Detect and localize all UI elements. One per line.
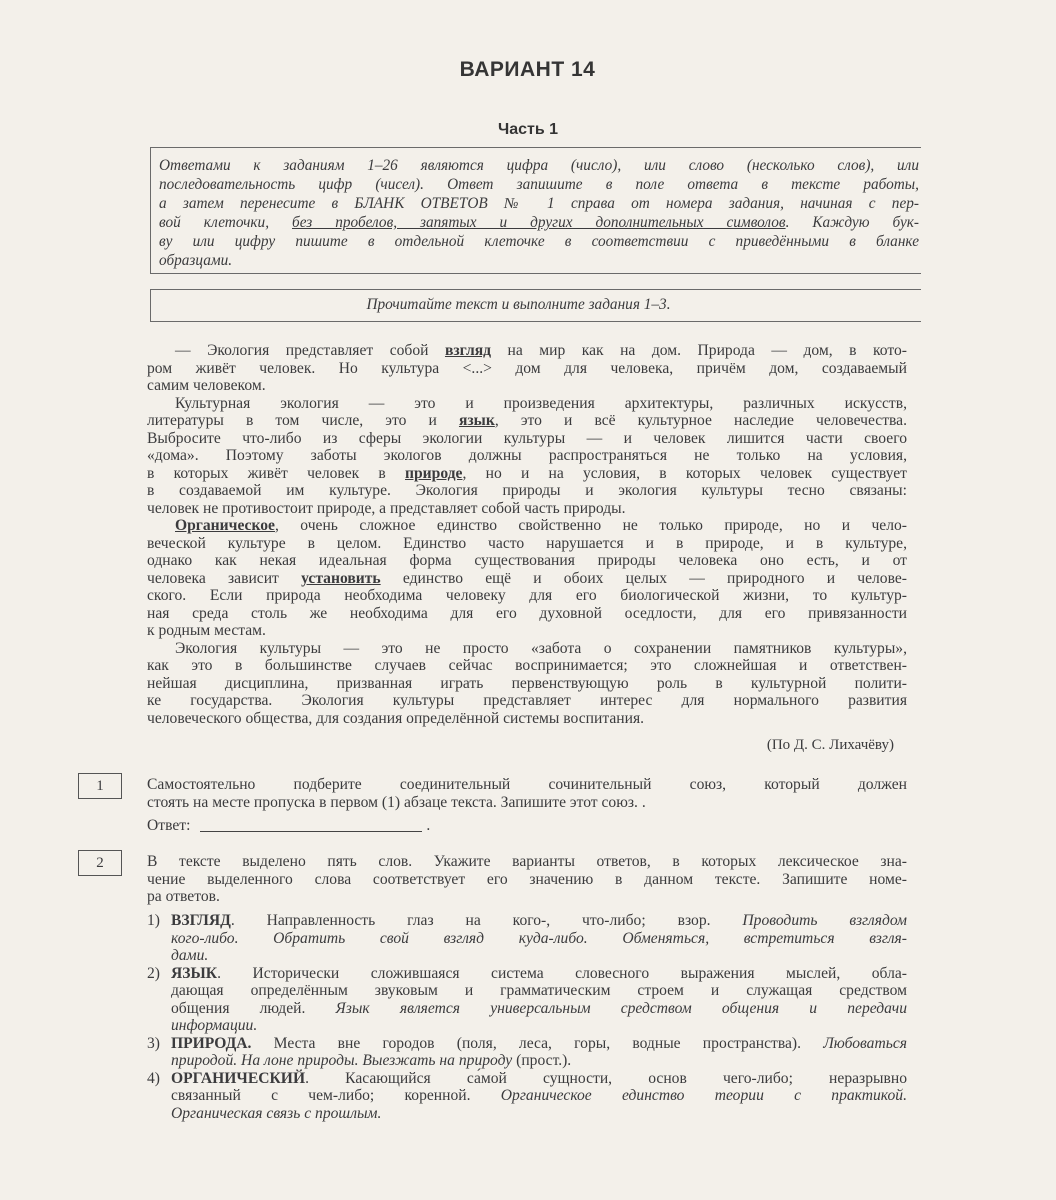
text-segment: ная среда столь же необходима для его духовной оседлости, для его привязанности (147, 604, 907, 622)
task-1-text (147, 776, 907, 811)
option-number: 1) (147, 912, 160, 929)
variant-title: ВАРИАНТ 14 (459, 58, 596, 81)
option-number: 4) (147, 1069, 160, 1087)
task-2-options (147, 912, 907, 1122)
read-prompt-box (150, 289, 921, 322)
highlighted-word: язык (458, 412, 495, 429)
instructions-box (150, 147, 921, 274)
text-line (147, 853, 907, 871)
text-line (159, 251, 919, 270)
text-segment: кого-либо. Обратить свой взгляд куда-либо. Обменяться, встретиться взгля- (171, 929, 907, 947)
text-segment: Ответами к заданиям 1–26 являются цифра (число), или слово (несколько слов), или (159, 157, 919, 174)
reading-text (147, 342, 907, 727)
text-line (171, 1070, 907, 1088)
text-segment: литературы в том числе, это и (147, 412, 459, 429)
text-line (171, 965, 907, 983)
text-segment: связанный с чем-либо; коренной. (171, 1087, 501, 1104)
task-2-text (147, 853, 907, 906)
text-segment: к родным местам. (147, 622, 266, 639)
text-line (171, 1052, 907, 1070)
text-segment: единство ещё и обоих целых — природного и челове- (380, 569, 907, 587)
text-segment: в которых живёт человек в (147, 464, 405, 482)
text-segment: вой клеточки, (159, 214, 292, 231)
text-segment: Органическое единство теории с практикой. (500, 1087, 907, 1104)
text-segment: без пробелов, запятых и других дополнительных символов (292, 214, 786, 231)
text-segment: . Направленность глаз на кого-, что-либо; взор. (230, 912, 743, 929)
option-item (147, 965, 907, 1035)
answer-label: Ответ: (147, 817, 191, 834)
part-heading: Часть 1 (497, 121, 559, 138)
text-line (147, 794, 907, 812)
text-line (147, 657, 907, 675)
highlighted-word: природе (405, 464, 463, 482)
text-segment: Экология культуры — это не просто «забота о сохранении памятников культуры», (175, 639, 907, 657)
text-segment: веческой культуре в целом. Единство часто нарушается и в природе, и в культуре, (147, 534, 907, 552)
highlighted-word: ЯЗЫК (171, 964, 218, 982)
text-segment: Культурная экология — это и произведения архитектуры, различных искусств, (175, 394, 907, 412)
text-line (147, 570, 907, 588)
text-segment: , это и всё культурное наследие человечества. (494, 412, 907, 429)
text-segment: дами. (171, 947, 209, 964)
text-segment: человек не противостоит природе, а представляет собой часть природы. (147, 499, 626, 517)
highlighted-word: ОРГАНИЧЕСКИЙ (171, 1069, 306, 1087)
highlighted-word: установить (301, 569, 381, 587)
text-line (171, 1087, 907, 1105)
text-segment: однако как некая идеальная форма существования природы человека оно есть, и от (147, 552, 907, 569)
text-line (171, 1017, 907, 1035)
text-line (147, 552, 907, 570)
text-line (147, 430, 907, 448)
option-item (147, 1035, 907, 1070)
instructions-text (159, 156, 919, 270)
text-line (147, 776, 907, 794)
text-segment: «дома». Поэтому заботы экологов должны распространяться не только на условия, (147, 447, 907, 464)
answer-end: . (426, 817, 431, 834)
text-line (147, 500, 907, 518)
task-1-number: 1 (78, 773, 122, 799)
text-segment: чение выделенного слова соответствует его значению в данном тексте. Запишите номе- (147, 870, 907, 888)
paragraph (147, 342, 907, 395)
text-segment: ского. Если природа необходима человеку для его биологической жизни, то культур- (147, 587, 907, 604)
answer-field[interactable] (200, 831, 422, 832)
text-segment: Органическая связь с прошлым. (171, 1104, 382, 1122)
text-line (147, 465, 907, 483)
text-segment: (прост.). (512, 1052, 572, 1069)
text-segment: как это в большинстве случаев сейчас воспринимается; это сложнейшая и ответствен- (147, 657, 907, 674)
text-line (159, 194, 919, 213)
highlighted-word: ВЗГЛЯД (171, 912, 231, 929)
text-line (147, 360, 907, 378)
text-segment: Самостоятельно подберите соединительный сочинительный союз, который должен (147, 776, 907, 793)
paragraph (147, 640, 907, 728)
text-segment: общения людей. (171, 999, 336, 1017)
option-item (147, 912, 907, 965)
text-line (159, 156, 919, 175)
text-segment: ке государства. Экология культуры представляет интерес для нормального развития (147, 692, 907, 709)
text-segment: нейшая дисциплина, призванная играть первенствующую роль в культурной полити- (147, 674, 907, 692)
task-1-answer (147, 817, 430, 835)
option-number: 3) (147, 1034, 160, 1052)
text-line (171, 912, 907, 930)
text-segment: . Каждую бук- (785, 214, 919, 231)
text-line (147, 447, 907, 465)
text-line (147, 482, 907, 500)
text-line (147, 342, 907, 360)
paragraph (147, 517, 907, 640)
paragraph (147, 395, 907, 518)
text-line (147, 517, 907, 535)
text-line (171, 947, 907, 965)
option-item (147, 1070, 907, 1123)
text-segment: . Касающийся са́мой сущности, основ чего-либо; неразрывно (305, 1069, 907, 1087)
text-line (147, 622, 907, 640)
text-line (147, 710, 907, 728)
text-segment: последовательность цифр (чисел). Ответ запишите в поле ответа в тексте работы, (159, 176, 919, 193)
text-segment: на мир как на дом. Природа — дом, в кото- (491, 342, 907, 359)
attribution: (По Д. С. Лихачёву) (766, 737, 894, 753)
text-segment: в создаваемой им культуре. Экология природы и экология культуры тесно связаны: (147, 482, 907, 499)
text-line (147, 377, 907, 395)
text-segment: природой. На лоне природы. Выезжать на природу (171, 1052, 513, 1069)
read-prompt: Прочитайте текст и выполните задания 1–3. (366, 296, 671, 313)
text-segment: ром живёт человек. Но культура <...> дом для человека, причём дом, создаваемый (147, 359, 907, 377)
text-line (147, 395, 907, 413)
text-line (147, 535, 907, 553)
text-segment: , очень сложное единство свойственно не только природе, но и чело- (274, 517, 907, 534)
text-segment: Любоваться (823, 1034, 907, 1052)
text-segment: — Экология представляет собой (175, 342, 445, 359)
text-line (147, 871, 907, 889)
text-segment: Язык является универсальным средством общения и передачи (335, 999, 908, 1017)
text-segment: человека зависит (147, 569, 302, 587)
text-segment: ву или цифру пишите в отдельной клеточке в соответствии с приведёнными в бланке (159, 233, 919, 250)
text-segment: Выбросите что-либо из сферы экологии культуры — и человек лишится части своего (147, 429, 907, 447)
text-line (171, 982, 907, 1000)
text-segment: ра ответов. (147, 888, 220, 905)
text-line (147, 888, 907, 906)
text-line (171, 1000, 907, 1018)
text-segment: В тексте выделено пять слов. Укажите варианты ответов, в которых лексическое зна- (147, 853, 907, 870)
text-line (147, 675, 907, 693)
text-line (171, 930, 907, 948)
text-line (147, 605, 907, 623)
text-segment: , но и на условия, в которых человек существует (462, 464, 907, 482)
task-2-number: 2 (78, 850, 122, 876)
text-line (147, 412, 907, 430)
text-line (159, 175, 919, 194)
text-segment: . Исторически сложившаяся система словесного выражения мыслей, обла- (217, 964, 907, 982)
text-line (147, 587, 907, 605)
text-segment: стоять на месте пропуска в первом (1) абзаце текста. Запишите этот союз. . (147, 793, 646, 811)
text-line (171, 1035, 907, 1053)
highlighted-word: ПРИРОДА. (171, 1034, 252, 1052)
text-segment: дающая определённым звуковым и грамматическим строем и служащая средством (171, 982, 907, 999)
text-segment: человеческого общества, для создания определённой системы воспитания. (147, 709, 645, 727)
text-line (159, 213, 919, 232)
highlighted-word: взгляд (444, 342, 492, 359)
option-number: 2) (147, 964, 160, 982)
text-segment: а затем перенесите в БЛАНК ОТВЕТОВ № 1 справа от номера задания, начиная с пер- (159, 195, 919, 212)
text-segment: самим человеком. (147, 377, 266, 394)
text-line (159, 232, 919, 251)
text-segment: Места вне городов (поля, леса, горы, водные пространства). (251, 1034, 824, 1052)
text-line (147, 692, 907, 710)
text-line (147, 640, 907, 658)
text-line (171, 1105, 907, 1123)
text-segment: информации. (171, 1017, 258, 1034)
highlighted-word: Органическое (175, 517, 275, 534)
text-segment: Проводить взглядом (742, 912, 907, 929)
text-segment: образцами. (159, 252, 233, 269)
